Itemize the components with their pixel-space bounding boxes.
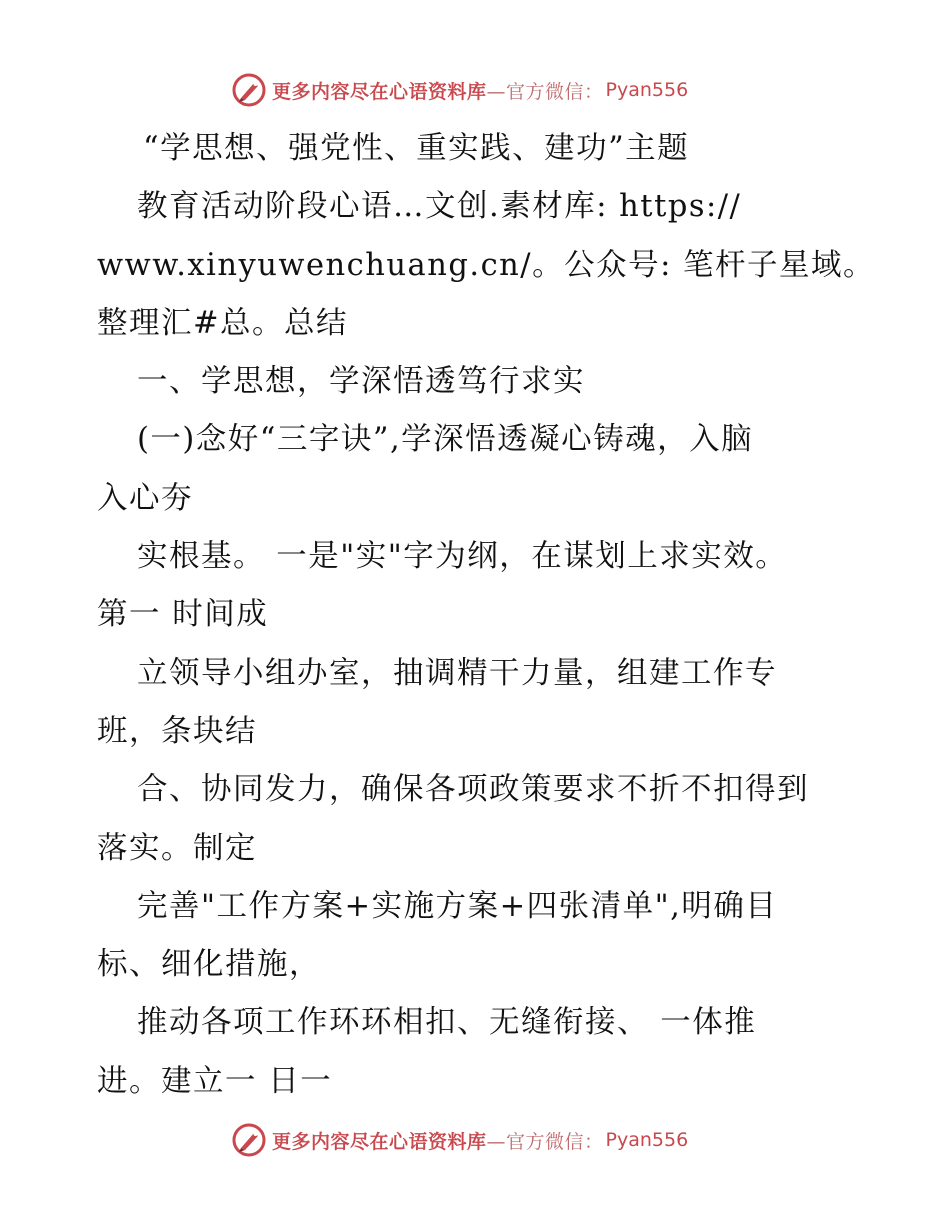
banner-wechat-id: Pyan556 (605, 1129, 689, 1151)
doc-line: 立领导小组办室，抽调精干力量，组建工作专 (137, 655, 777, 691)
footer-banner (232, 1122, 752, 1158)
document-body (97, 120, 876, 1111)
doc-line: 推动各项工作环环相扣、无缝衔接、 一体推 (137, 1005, 757, 1041)
pen-logo-icon (232, 73, 266, 107)
doc-line: 实根基。 一是"实"字为纲，在谋划上求实效。 (137, 539, 788, 575)
doc-line: 落实。制定 (97, 830, 257, 866)
banner-main-text: 更多内容尽在心语资料库 (272, 80, 487, 103)
doc-line: 整理汇#总。总结 (97, 305, 349, 341)
section-heading: 一、学思想，学深悟透笃行求实 (137, 364, 585, 400)
header-banner (232, 72, 752, 108)
banner-separator-text: —官方微信： (486, 1130, 604, 1153)
banner-wechat-id: Pyan556 (605, 79, 689, 101)
doc-line: 进。建立一 日一 (97, 1063, 333, 1099)
doc-line: 班，条块结 (97, 713, 257, 749)
pen-logo-icon (232, 1123, 266, 1157)
doc-line: 标、细化措施， (97, 947, 321, 983)
doc-line: 完善"工作方案+实施方案+四张清单",明确目 (137, 888, 778, 924)
doc-line: 第一 时间成 (97, 597, 269, 633)
banner-main-text: 更多内容尽在心语资料库 (272, 1130, 487, 1153)
doc-line: 入心夯 (97, 480, 193, 516)
doc-line: 合、协同发力，确保各项政策要求不折不扣得到 (137, 772, 809, 808)
banner-separator-text: —官方微信： (486, 80, 604, 103)
subsection-heading: (一)念好“三字诀”,学深悟透凝心铸魂，入脑 (137, 422, 754, 458)
doc-title-line-1: “学思想、强党性、重实践、建功”主题 (143, 131, 690, 166)
doc-title-line-2: 教育活动阶段心语…文创.素材库: https:// (137, 189, 742, 225)
doc-line: www.xinyuwenchuang.cn/。公众号: 笔杆子星域。 (97, 247, 876, 283)
